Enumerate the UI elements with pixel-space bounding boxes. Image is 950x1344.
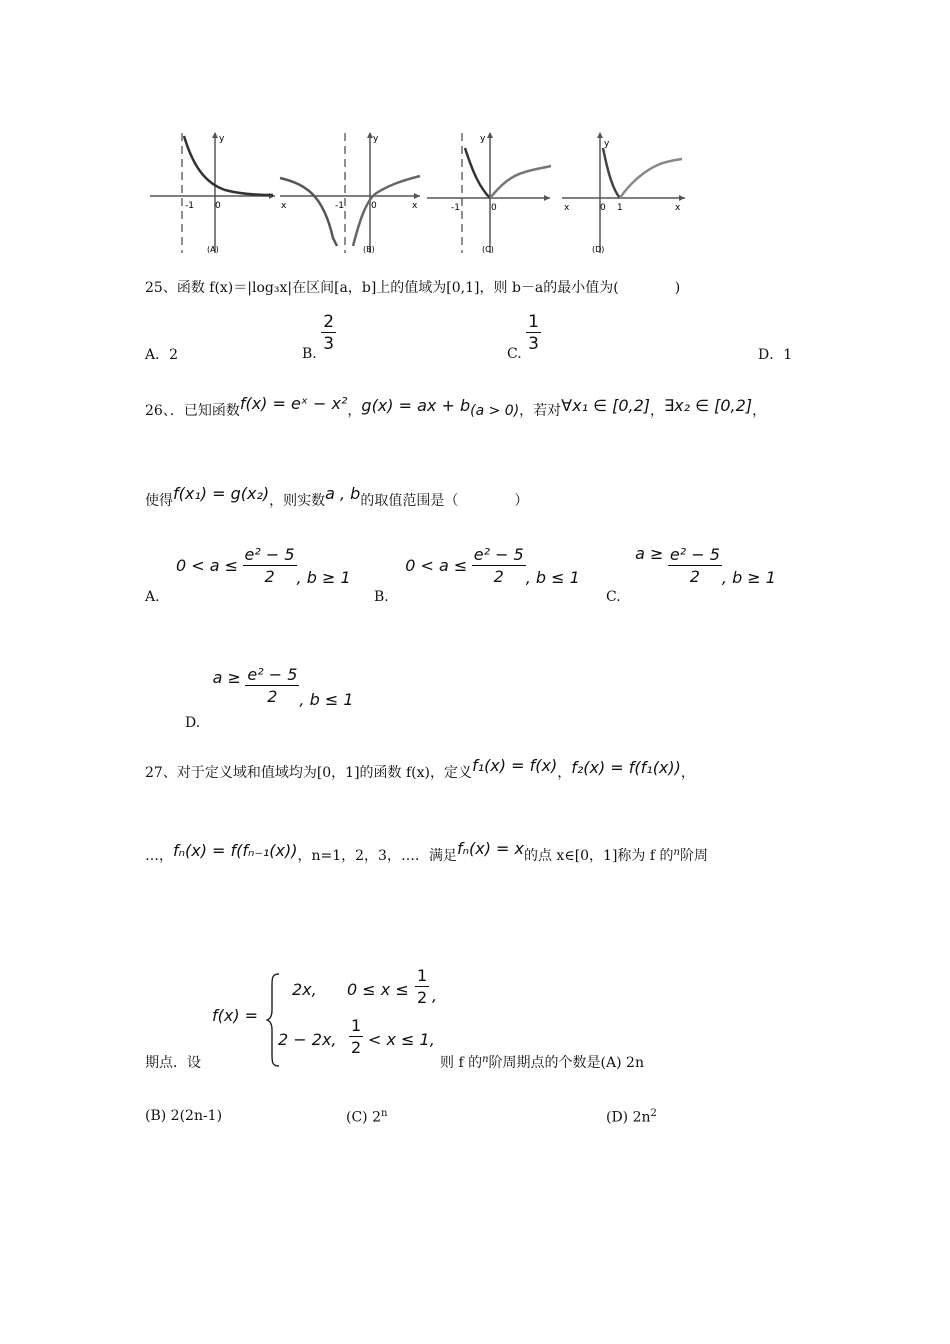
q25-option-c-fraction: $\frac{1}{3}$ bbox=[528, 312, 539, 354]
q25-option-b bbox=[302, 312, 336, 362]
q26-option-c bbox=[606, 543, 776, 605]
q27-piece-lhs: f(x) = bbox=[212, 1006, 259, 1025]
q26-option-d-left: a ≥ bbox=[212, 667, 241, 687]
q26-option-b bbox=[374, 545, 580, 605]
q26-option-d bbox=[185, 665, 354, 731]
graph-b-x-left: x bbox=[281, 201, 287, 211]
q26-forall: ∀x₁ ∈ [0,2] bbox=[561, 396, 651, 415]
q26-gx: g(x) = ax + b bbox=[361, 396, 471, 415]
q27-line2-b: ，n=1，2，3，…．满足 bbox=[297, 848, 457, 864]
q27-case1-frac: $\frac{1}{2}$ bbox=[417, 966, 428, 1007]
q27-line1 bbox=[145, 756, 695, 782]
q27-f1: f₁(x) = f(x) bbox=[472, 756, 558, 775]
q27-option-d-sup: 2 bbox=[650, 1108, 657, 1119]
graph-c-y: y bbox=[480, 134, 486, 144]
q26-option-d-fraction: $\frac{\text{e² − 5}}{2}$ bbox=[247, 665, 298, 706]
q25-option-b-fraction: $\frac{2}{3}$ bbox=[323, 312, 335, 354]
q27-fn: fₙ(x) = f(fₙ₋₁(x)) bbox=[173, 841, 298, 860]
q27-case2-expr: 2 − 2x, bbox=[278, 1030, 337, 1049]
q27-case1-cond: 0 ≤ x ≤ bbox=[347, 980, 409, 999]
q27-line3-b bbox=[440, 1052, 644, 1072]
q27-option-d bbox=[606, 1108, 657, 1126]
q27-line1-c: ， bbox=[680, 765, 695, 781]
q26-sep1: ， bbox=[347, 403, 362, 419]
q27-option-c-base: (C) 2 bbox=[346, 1109, 381, 1126]
q27-case2-cond: < x ≤ 1, bbox=[368, 1030, 435, 1049]
q27-line2-c: 的点 x∈[0，1]称为 f 的 bbox=[523, 848, 674, 864]
q25-option-d: D．1 bbox=[758, 347, 793, 363]
graph-b bbox=[275, 128, 425, 258]
q26-option-a-fraction: $\frac{\text{e² − 5}}{2}$ bbox=[244, 545, 295, 586]
q26-option-b-left: 0 < a ≤ bbox=[405, 555, 468, 575]
graph-c bbox=[425, 128, 555, 258]
q27-line3-c: 阶周期点的个数是(A) 2n bbox=[488, 1055, 644, 1071]
q27-case1-tail: , bbox=[432, 986, 438, 1005]
q25-stem: 25、函数 f(x)＝|log₃x|在区间[a，b]上的值域为[0,1]，则 b－a的最小值为( ) bbox=[145, 280, 681, 296]
q26-option-a bbox=[145, 545, 351, 605]
graph-b-label: (B) bbox=[363, 245, 375, 254]
q27-option-c bbox=[346, 1108, 387, 1126]
q26-option-c-right: , b ≥ 1 bbox=[721, 567, 776, 587]
q26-option-c-left: a ≥ bbox=[635, 543, 664, 563]
q26-end: ， bbox=[752, 403, 767, 419]
graph-a-y: y bbox=[219, 134, 225, 144]
graph-d-label: (D) bbox=[592, 245, 605, 254]
q26-fx: f(x) = eˣ − x² bbox=[239, 394, 348, 413]
q27-f2: f₂(x) = f(f₁(x)) bbox=[571, 758, 681, 777]
q26-line1 bbox=[145, 394, 767, 420]
q27-option-b: (B) 2(2n-1) bbox=[145, 1108, 223, 1124]
graph-a bbox=[145, 128, 280, 258]
q27-case2-frac: $\frac{1}{2}$ bbox=[351, 1016, 362, 1057]
q27-line2-a: …， bbox=[145, 848, 173, 864]
q27-line3-a: 期点．设 bbox=[145, 1055, 201, 1071]
q27-case1-expr: 2x, bbox=[292, 980, 317, 999]
q26-lead: 26、．已知函数 bbox=[145, 403, 240, 419]
q26-cond: (a > 0) bbox=[470, 403, 520, 419]
q27-line2-d: 阶周 bbox=[679, 848, 708, 864]
q25-option-a: A．2 bbox=[145, 347, 179, 363]
graph-d-origin: 0 bbox=[600, 203, 606, 213]
q26-line2-a: 使得 bbox=[145, 493, 173, 509]
q26-eq: f(x₁) = g(x₂) bbox=[173, 484, 270, 503]
graph-d-tick: 1 bbox=[617, 203, 623, 213]
q26-mid: ，若对 bbox=[519, 403, 562, 419]
q27-n-2: n bbox=[482, 1054, 489, 1065]
graph-d bbox=[560, 128, 690, 258]
graph-c-tick: -1 bbox=[451, 203, 460, 213]
q26-exists: ∃x₂ ∈ [0,2] bbox=[664, 396, 753, 415]
q26-option-a-left: 0 < a ≤ bbox=[176, 555, 239, 575]
q26-option-a-right: , b ≥ 1 bbox=[296, 567, 351, 587]
graph-b-origin: 0 bbox=[371, 201, 377, 211]
graph-b-x: x bbox=[412, 201, 418, 211]
q26-line2 bbox=[145, 484, 529, 510]
graph-a-origin: 0 bbox=[215, 201, 221, 211]
q26-option-a-label: A. bbox=[145, 588, 160, 605]
q26-option-b-fraction: $\frac{\text{e² − 5}}{2}$ bbox=[473, 545, 524, 586]
q26-option-d-label: D. bbox=[185, 714, 201, 731]
q27-line1-a: 27、对于定义域和值域均为[0，1]的函数 f(x)，定义 bbox=[145, 765, 473, 781]
q27-brace bbox=[266, 972, 282, 1068]
q26-line2-b: ，则实数 bbox=[269, 493, 326, 509]
graph-a-tick: -1 bbox=[185, 201, 194, 211]
q26-option-d-right: , b ≤ 1 bbox=[299, 689, 354, 709]
q25-option-c bbox=[507, 312, 541, 362]
graph-d-y: y bbox=[604, 139, 610, 149]
q26-vars: a , b bbox=[325, 484, 361, 503]
graph-d-x: x bbox=[675, 203, 681, 213]
graph-d-x-left: x bbox=[564, 203, 570, 213]
q26-option-b-label: B. bbox=[374, 588, 389, 605]
q25-option-b-label: B. bbox=[302, 345, 317, 362]
q27-line3-b-text: 则 f 的 bbox=[440, 1055, 483, 1071]
q27-line1-b: ， bbox=[557, 765, 572, 781]
q27-n: n bbox=[673, 847, 680, 858]
q27-option-d-base: (D) 2n bbox=[606, 1109, 651, 1126]
q26-line2-c: 的取值范围是（ ） bbox=[360, 493, 529, 509]
q27-piecewise bbox=[212, 966, 452, 1072]
q25-option-c-label: C. bbox=[507, 345, 522, 362]
q26-sep2: ， bbox=[650, 403, 665, 419]
q26-option-c-fraction: $\frac{\text{e² − 5}}{2}$ bbox=[669, 545, 720, 586]
q27-line2 bbox=[145, 839, 708, 865]
q27-fnx: fₙ(x) = x bbox=[456, 839, 524, 858]
graph-b-y: y bbox=[373, 134, 379, 144]
graph-b-tick: -1 bbox=[335, 201, 344, 211]
graph-a-label: (A) bbox=[207, 245, 219, 254]
q26-option-c-label: C. bbox=[606, 588, 621, 605]
graph-c-origin: 0 bbox=[491, 203, 497, 213]
graph-c-label: (C) bbox=[482, 245, 494, 254]
q27-option-c-sup: n bbox=[381, 1108, 388, 1119]
q26-option-b-right: , b ≤ 1 bbox=[525, 567, 580, 587]
